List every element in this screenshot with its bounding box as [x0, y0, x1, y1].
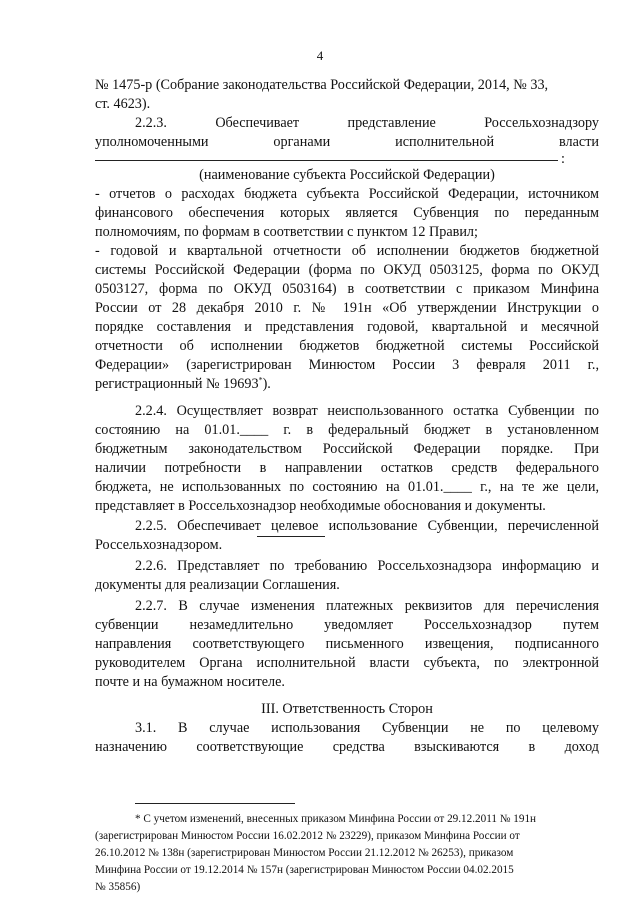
footnote-line: * С учетом изменений, внесенных приказом Минфина России от 29.12.2011 № 191н [135, 813, 537, 825]
text-line: 2.2.5. Обеспечивает целевое использование Субвенции, перечисленной [135, 518, 599, 534]
text-line: представляет в Россельхознадзор необходимые обоснования и документы. [95, 498, 546, 514]
footnote-marker: * [258, 375, 263, 385]
text-line: 3.1. В случае использования Субвенции не по целевому [135, 720, 599, 736]
text-line: Федерации» (зарегистрирован Минюстом России 3 февраля 2011 г., [95, 357, 599, 373]
text-line: субвенции незамедлительно уведомляет Россельхознадзор путем [95, 617, 599, 633]
text-line: назначению соответствующие средства взыскиваются в доход [95, 739, 599, 755]
text-line: № 1475-р (Собрание законодательства Российской Федерации, 2014, № 33, [95, 77, 549, 93]
text-line: отчетности об исполнении бюджетов бюджетной системы Российской [95, 338, 599, 354]
colon: : [561, 151, 565, 167]
stray-rule [257, 536, 325, 537]
text-line: уполномоченными органами исполнительной власти [95, 134, 599, 150]
text-line: 0503127, форма по ОКУД 0503164) в соответствии с приказом Минфина [95, 281, 599, 297]
field-caption: (наименование субъекта Российской Федерации) [199, 167, 495, 183]
text-line: полномочиям, по формам в соответствии с пунктом 12 Правил; [95, 224, 478, 240]
text-line: документы для реализации Соглашения. [95, 577, 340, 593]
fill-in-underline [95, 160, 558, 161]
footnote-line: № 35856) [95, 881, 141, 893]
text-line: бюджета, не использованных по состоянию на 01.01.____ г., на те же цели, [95, 479, 599, 495]
text-line: финансового обеспечения которых является Субвенция по переданным [95, 205, 599, 221]
section-heading: III. Ответственность Сторон [261, 701, 433, 717]
text-line: - отчетов о расходах бюджета субъекта Российской Федерации, источником [95, 186, 599, 202]
text-line: России от 28 декабря 2010 г. № 191н «Об утверждении Инструкции о [95, 300, 599, 316]
text-line: системы Российской Федерации (форма по ОКУД 0503125, форма по ОКУД [95, 262, 599, 278]
text-line: 2.2.6. Представляет по требованию Россельхознадзора информацию и [135, 558, 599, 574]
text-line: порядке составления и представления годовой, квартальной и месячной [95, 319, 599, 335]
text-line: руководителем Органа исполнительной власти субъекта, по электронной [95, 655, 599, 671]
footnote-separator [135, 803, 295, 804]
footnote-line: 26.10.2012 № 138н (зарегистрирован Минюстом России 21.12.2012 № 26253), приказом [95, 847, 514, 859]
text-line: Россельхознадзором. [95, 537, 223, 553]
text-line: бюджетным законодательством Российской Федерации порядке. При [95, 441, 599, 457]
text-line: регистрационный № 19693*). [95, 375, 271, 392]
text-line: наличии потребности в направлении остатков средств федерального [95, 460, 599, 476]
footnote-line: Минфина России от 19.12.2014 № 157н (зарегистрирован Минюстом России 04.02.2015 [95, 864, 514, 876]
footnote-line: (зарегистрирован Минюстом России 16.02.2012 № 23229), приказом Минфина России от [95, 830, 520, 842]
text-line: 2.2.7. В случае изменения платежных реквизитов для перечисления [135, 598, 599, 614]
text-line: 2.2.4. Осуществляет возврат неиспользованного остатка Субвенции по [135, 403, 599, 419]
text-line: направления соответствующего письменного извещения, подписанного [95, 636, 599, 652]
page-number: 4 [316, 48, 324, 63]
text-line: состоянию на 01.01.____ г. в федеральный бюджет в установленном [95, 422, 599, 438]
text-line: почте и на бумажном носителе. [95, 674, 285, 690]
text-line: - годовой и квартальной отчетности об исполнении бюджетов бюджетной [95, 243, 599, 259]
text-line: ст. 4623). [95, 96, 151, 112]
text-line: 2.2.3. Обеспечивает представление Россельхознадзору [135, 115, 599, 131]
